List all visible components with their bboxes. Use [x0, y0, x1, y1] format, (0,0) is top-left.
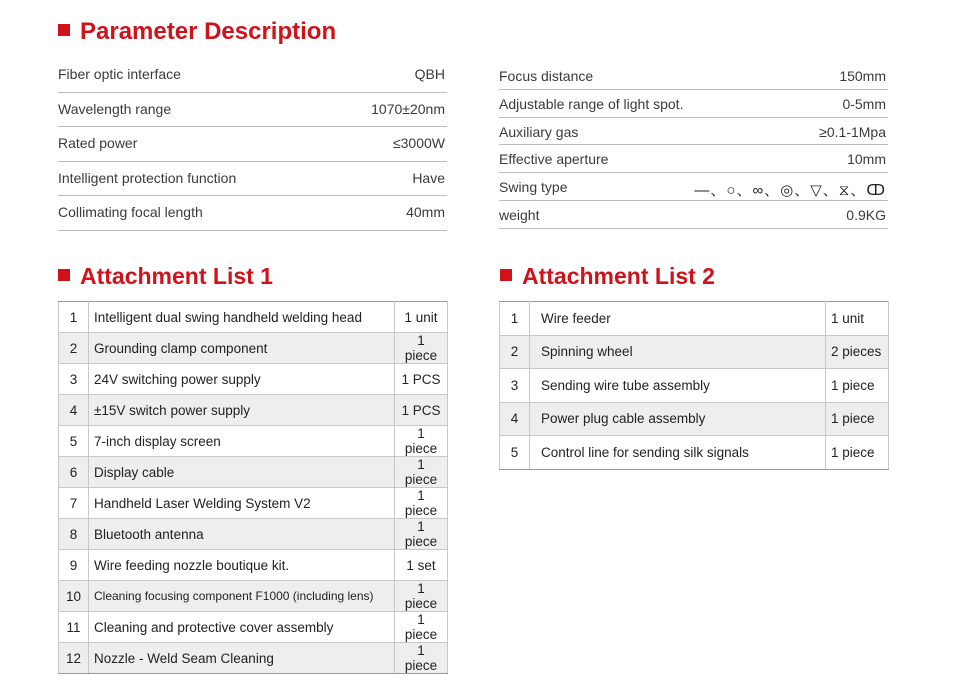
table-row: [59, 612, 448, 643]
row-number: 2: [59, 333, 89, 364]
table-row: [500, 402, 889, 436]
item-description: Cleaning focusing component F1000 (including lens): [89, 581, 395, 612]
param-row: [58, 162, 447, 197]
item-description: Nozzle - Weld Seam Cleaning: [89, 643, 395, 674]
item-quantity: 1 piece: [395, 643, 448, 674]
table-row: [59, 302, 448, 333]
row-number: 4: [59, 395, 89, 426]
item-quantity: 1 piece: [395, 581, 448, 612]
row-number: 11: [59, 612, 89, 643]
item-description: Sending wire tube assembly: [530, 369, 826, 403]
param-key: Adjustable range of light spot.: [499, 95, 684, 112]
item-quantity: 1 piece: [395, 612, 448, 643]
param-value: 40mm: [406, 204, 445, 220]
param-value: 1070±20nm: [371, 100, 445, 117]
row-number: 1: [59, 302, 89, 333]
table-row: [59, 395, 448, 426]
row-number: 3: [59, 364, 89, 395]
param-value: Have: [412, 169, 445, 186]
item-description: Grounding clamp component: [89, 333, 395, 364]
item-quantity: 1 unit: [826, 302, 889, 336]
item-description: Cleaning and protective cover assembly: [89, 612, 395, 643]
item-description: Spinning wheel: [530, 335, 826, 369]
table-row: [500, 302, 889, 336]
param-key: Focus distance: [499, 68, 594, 84]
row-number: 10: [59, 581, 89, 612]
item-quantity: 1 PCS: [395, 395, 448, 426]
square-bullet-icon: [58, 24, 70, 36]
table-row: [59, 519, 448, 550]
attachment-list-1-table: [58, 301, 448, 674]
parameter-heading: [58, 18, 336, 46]
param-row: [58, 58, 447, 93]
param-row: [499, 118, 888, 146]
item-description: 7-inch display screen: [89, 426, 395, 457]
table-row: [59, 457, 448, 488]
item-quantity: 1 piece: [826, 402, 889, 436]
param-key: weight: [499, 206, 540, 223]
item-quantity: 1 piece: [395, 519, 448, 550]
item-description: Power plug cable assembly: [530, 402, 826, 436]
table-row: [500, 369, 889, 403]
param-value: ≤3000W: [392, 135, 445, 151]
param-key: Fiber optic interface: [58, 66, 181, 82]
row-number: 2: [500, 335, 530, 369]
param-key: Rated power: [58, 135, 138, 151]
parameter-heading-text: Parameter Description: [80, 18, 337, 45]
row-number: 5: [59, 426, 89, 457]
param-key: Wavelength range: [58, 100, 172, 117]
param-value: 0.9KG: [846, 206, 886, 223]
item-quantity: 1 unit: [395, 302, 448, 333]
param-value: ≥0.1-1Mpa: [819, 123, 886, 140]
item-quantity: 1 piece: [826, 436, 889, 470]
parameter-table-right: [499, 62, 888, 229]
attachment-list-1-heading: [58, 262, 273, 290]
row-number: 8: [59, 519, 89, 550]
row-number: 7: [59, 488, 89, 519]
row-number: 1: [500, 302, 530, 336]
param-key: Collimating focal length: [58, 204, 203, 220]
param-row: [499, 145, 888, 173]
table-row: [59, 333, 448, 364]
table-row: [59, 643, 448, 674]
param-row: [499, 62, 888, 90]
item-description: ±15V switch power supply: [89, 395, 395, 426]
item-quantity: 1 PCS: [395, 364, 448, 395]
row-number: 3: [500, 369, 530, 403]
param-row: [58, 127, 447, 162]
item-description: Handheld Laser Welding System V2: [89, 488, 395, 519]
attachment-list-2-heading: [500, 262, 715, 290]
square-bullet-icon: [58, 269, 70, 281]
param-row: [499, 90, 888, 118]
item-quantity: 1 piece: [395, 488, 448, 519]
param-row: [58, 196, 447, 231]
table-row: [59, 426, 448, 457]
parameter-table-left: [58, 58, 447, 231]
param-key: Swing type: [499, 179, 568, 196]
table-row: [59, 488, 448, 519]
row-number: 12: [59, 643, 89, 674]
item-description: Bluetooth antenna: [89, 519, 395, 550]
row-number: 4: [500, 402, 530, 436]
attachment-list-1-heading-text: Attachment List 1: [80, 263, 273, 289]
table-row: [500, 436, 889, 470]
row-number: 5: [500, 436, 530, 470]
param-row: [499, 201, 888, 228]
attachment-list-2-table: [499, 301, 889, 470]
item-description: Wire feeder: [530, 302, 826, 336]
item-quantity: 2 pieces: [826, 335, 889, 369]
square-bullet-icon: [500, 269, 512, 281]
param-value: 0-5mm: [842, 95, 886, 112]
param-key: Effective aperture: [499, 151, 609, 168]
row-number: 6: [59, 457, 89, 488]
param-value: 150mm: [839, 68, 886, 84]
table-row: [500, 335, 889, 369]
item-quantity: 1 piece: [395, 333, 448, 364]
table-row: [59, 550, 448, 581]
param-row: [58, 93, 447, 128]
param-row: [499, 173, 888, 201]
item-description: 24V switching power supply: [89, 364, 395, 395]
table-row: [59, 364, 448, 395]
item-quantity: 1 piece: [826, 369, 889, 403]
item-quantity: 1 piece: [395, 457, 448, 488]
item-description: Wire feeding nozzle boutique kit.: [89, 550, 395, 581]
param-value: 10mm: [847, 151, 886, 168]
attachment-list-2-heading-text: Attachment List 2: [522, 263, 715, 289]
row-number: 9: [59, 550, 89, 581]
param-key: Intelligent protection function: [58, 169, 237, 186]
table-row: [59, 581, 448, 612]
item-description: Control line for sending silk signals: [530, 436, 826, 470]
item-quantity: 1 set: [395, 550, 448, 581]
item-description: Display cable: [89, 457, 395, 488]
item-description: Intelligent dual swing handheld welding head: [89, 302, 395, 333]
param-value: QBH: [414, 66, 445, 82]
item-quantity: 1 piece: [395, 426, 448, 457]
param-key: Auxiliary gas: [499, 123, 579, 140]
swing-type-icons: —、○、∞、◎、▽、⧖、ↀ: [694, 182, 886, 200]
